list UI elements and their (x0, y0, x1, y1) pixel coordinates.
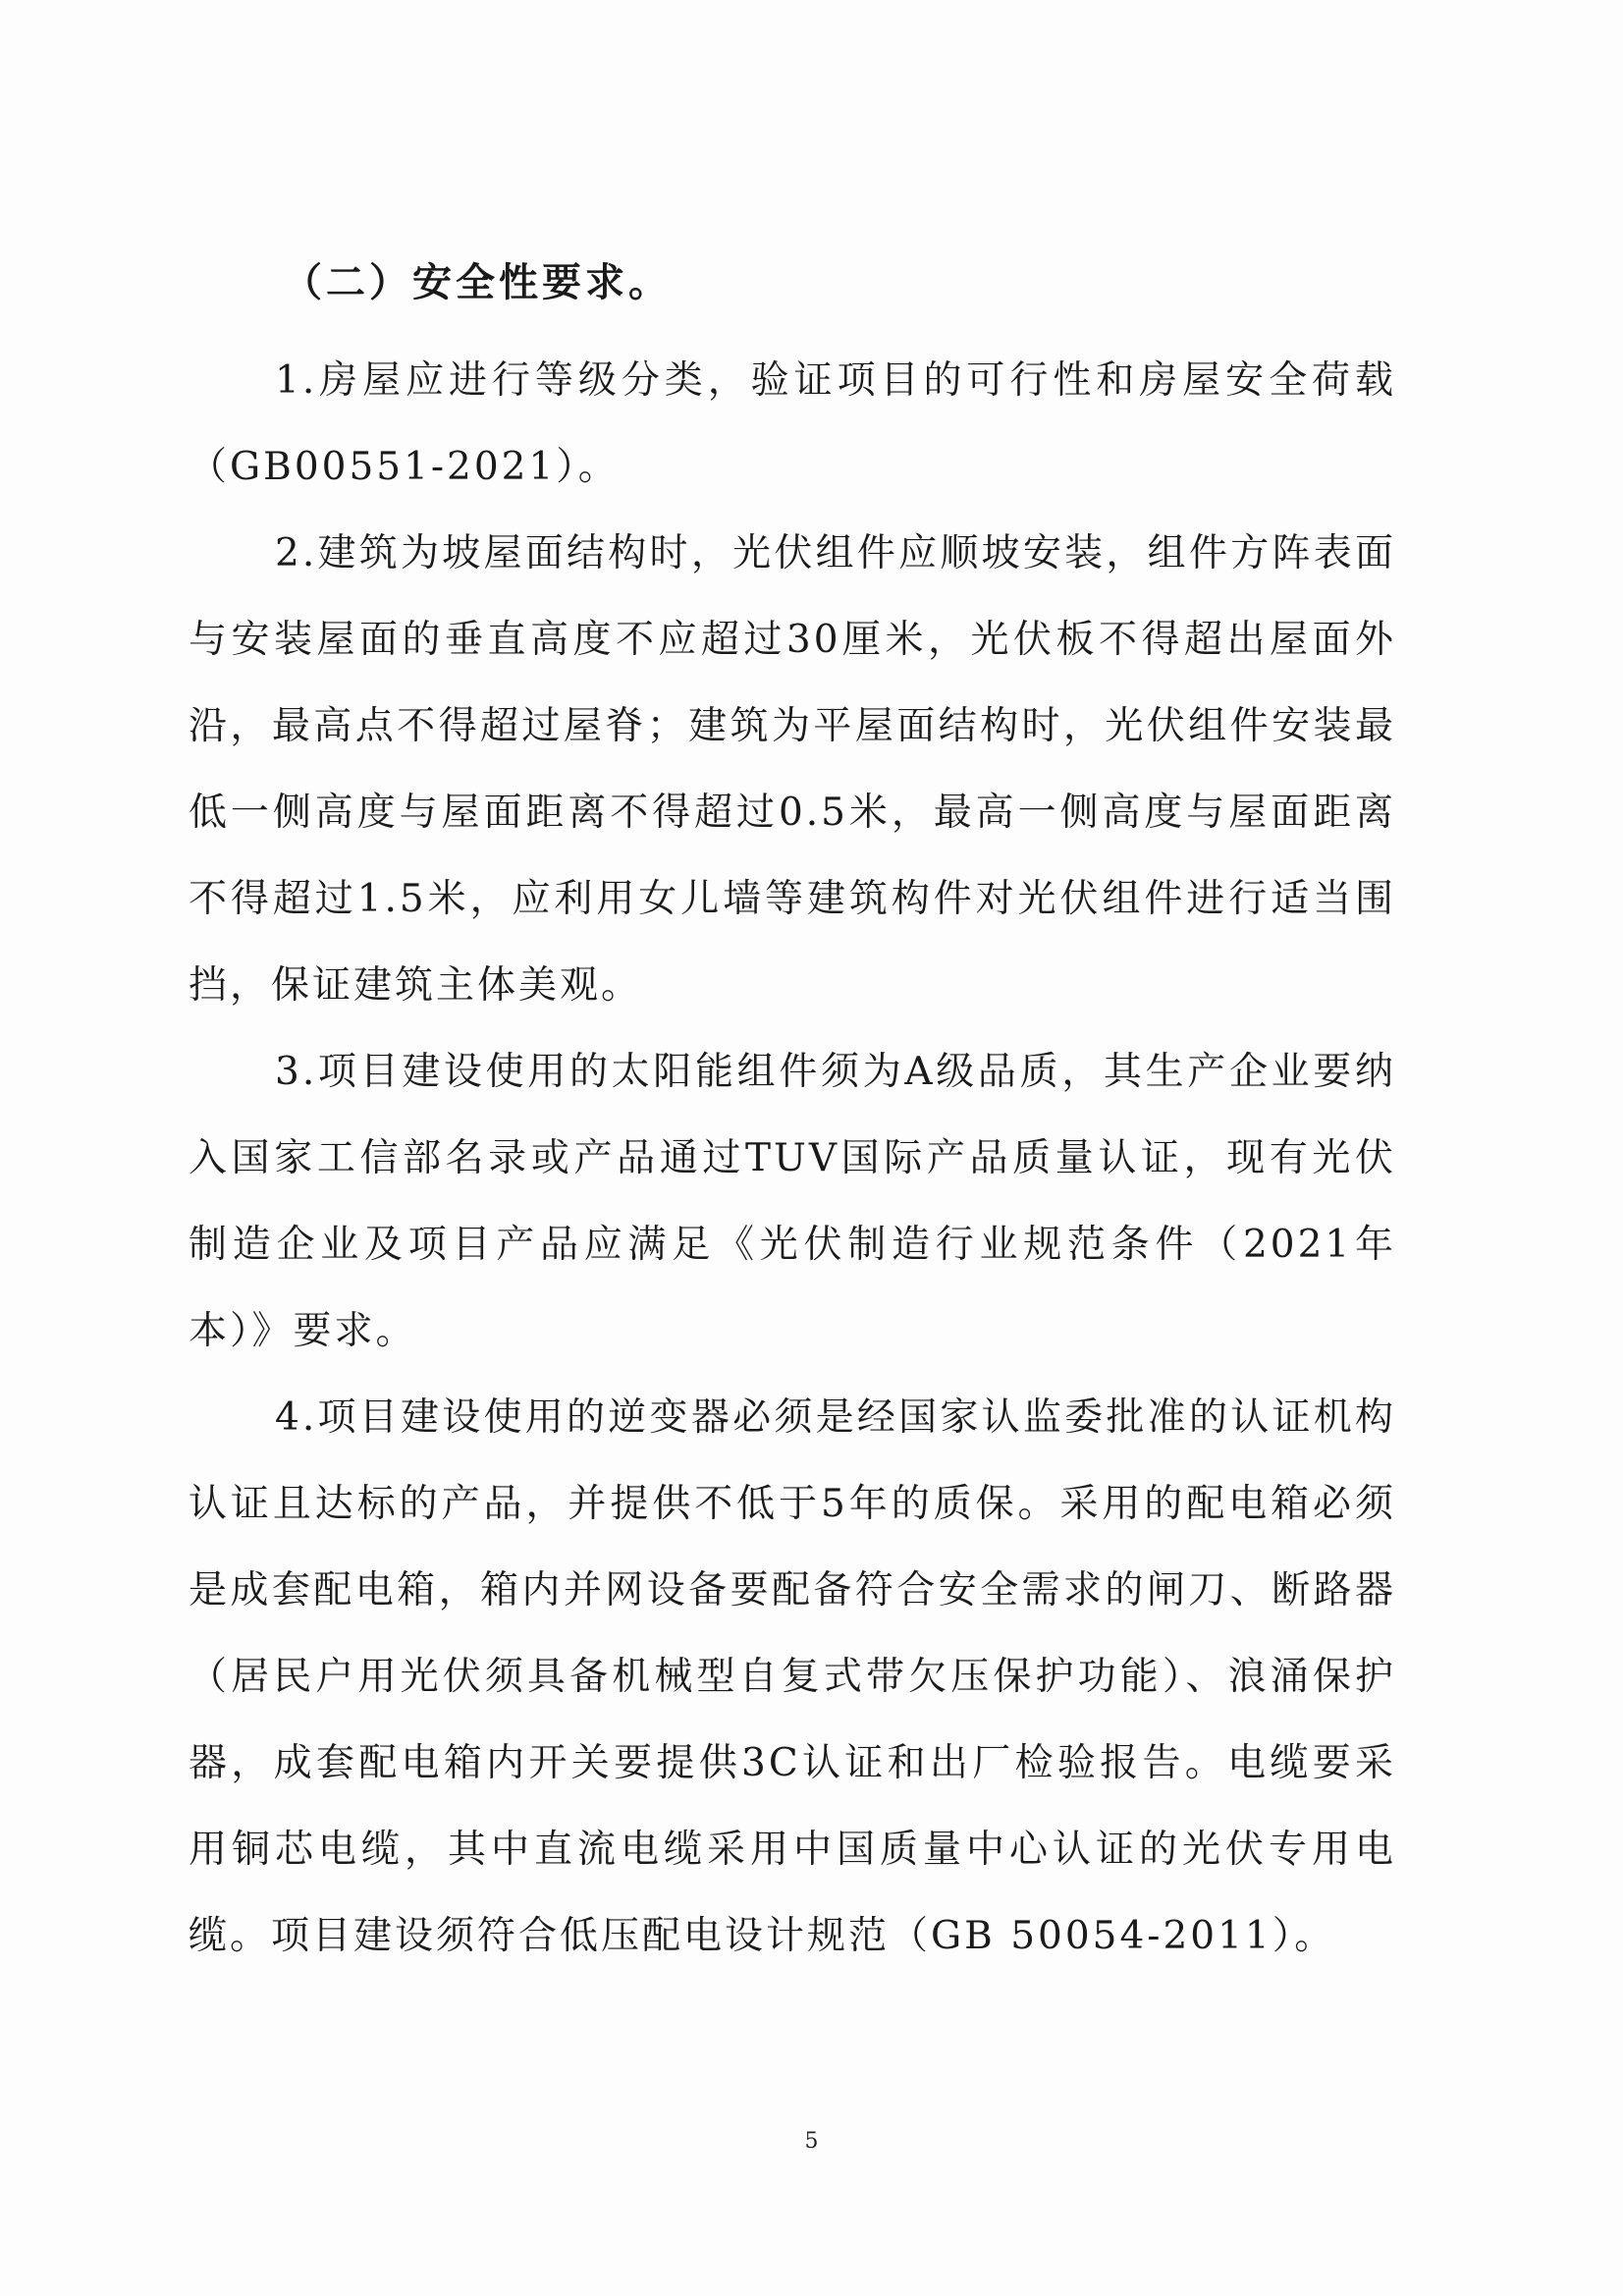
document-body (189, 253, 1396, 1980)
page-number: 5 (804, 2129, 819, 2154)
paragraph-1: 1.房屋应进行等级分类，验证项目的可行性和房屋安全荷载（GB00551-2021）。 (189, 358, 1396, 489)
paragraph-4: 4.项目建设使用的逆变器必须是经国家认监委批准的认证机构认证且达标的产品，并提供不低于5年的质保。采用的配电箱必须是成套配电箱，箱内并网设备要配备符合安全需求的闸刀、断路器（居民户用光伏须具备机械型自复式带欠压保护功能）、浪涌保护器，成套配电箱内开关要提供3C认证和出厂检验报告。电缆要采用铜芯电缆，其中直流电缆采用中国质量中心认证的光伏专用电缆。项目建设须符合低压配电设计规范（GB 50054-2011）。 (189, 1395, 1396, 1958)
paragraph-3: 3.项目建设使用的太阳能组件须为A级品质，其生产企业要纳入国家工信部名录或产品通过TUV国际产品质量认证，现有光伏制造企业及项目产品应满足《光伏制造行业规范条件（2021年本）》要求。 (189, 1050, 1396, 1353)
paragraph-2: 2.建筑为坡屋面结构时，光伏组件应顺坡安装，组件方阵表面与安装屋面的垂直高度不应超过30厘米，光伏板不得超出屋面外沿，最高点不得超过屋脊；建筑为平屋面结构时，光伏组件安装最低一侧高度与屋面距离不得超过0.5米，最高一侧高度与屋面距离不得超过1.5米，应利用女儿墙等建筑构件对光伏组件进行适当围挡，保证建筑主体美观。 (189, 531, 1396, 1008)
section-heading: （二）安全性要求。 (283, 260, 672, 305)
